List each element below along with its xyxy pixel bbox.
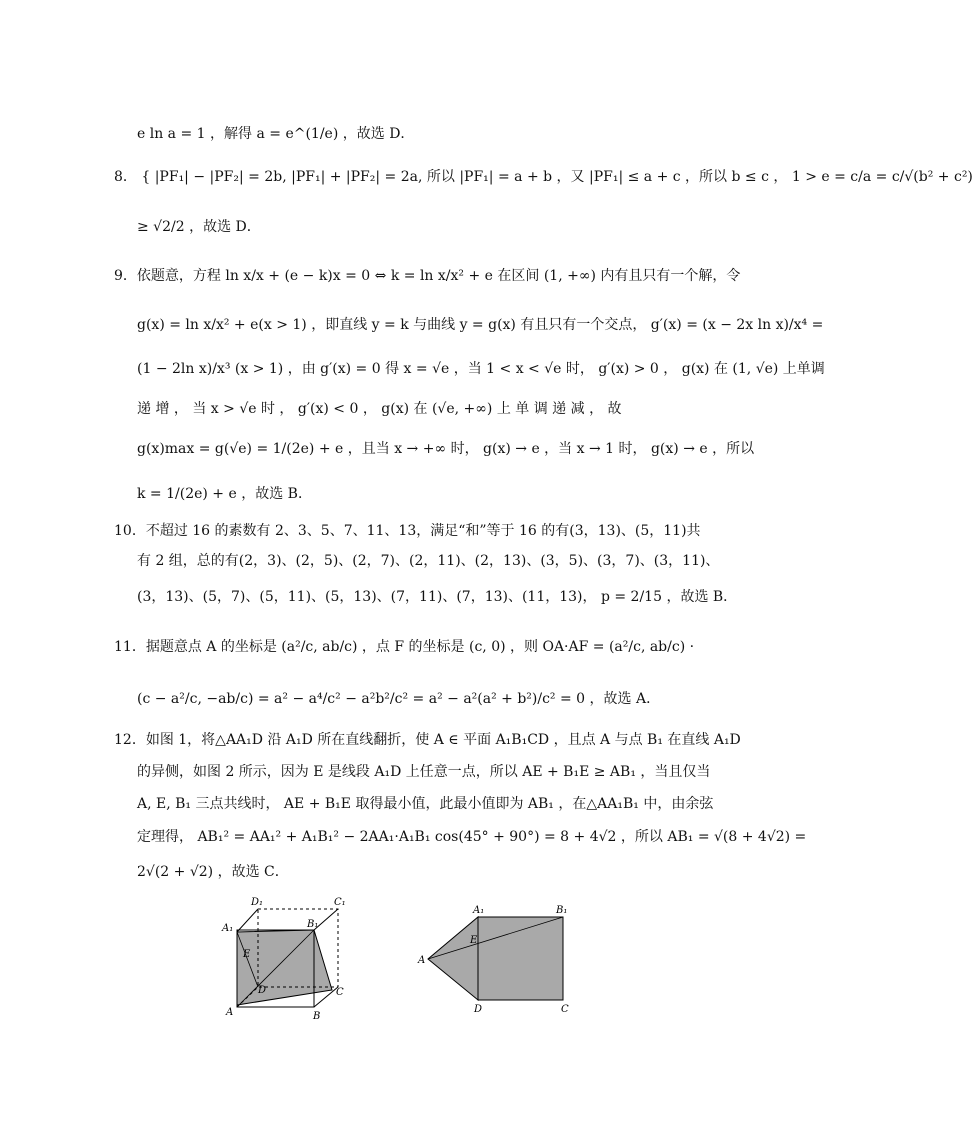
label-E: E [470,935,478,946]
label-E: E [243,949,251,960]
text-line: (1 − 2ln x)/x³ (x > 1) ，由 g′(x) = 0 得 x = √e ，当 1 < x < √e 时， g′(x) > 0 ， g(x) 在 (1, √e) 上单调 [137,361,825,377]
cube-edge [237,909,258,932]
label-A: A [418,955,426,966]
text-line: 有 2 组，总的有(2，3)、(2，5)、(2，7)、(2，11)、(2，13)、(3，5)、(3，7)、(3，11)、 [137,553,720,569]
text-line: 9．依题意，方程 ln x/x + (e − k)x = 0 ⇔ k = ln x/x² + e 在区间 (1, +∞) 内有且只有一个解，令 [114,268,741,284]
label-B1: B₁ [556,905,568,916]
figure-2-unfolded-diagram [410,895,590,1025]
text-line: (c − a²/c, −ab/c) = a² − a⁴/c² − a²b²/c² = a² − a²(a² + b²)/c² = 0 ，故选 A． [137,691,661,707]
label-A1: A₁ [473,905,485,916]
text-line: A, E, B₁ 三点共线时， AE + B₁E 取得最小值，此最小值即为 AB₁ ，在△AA₁B₁ 中，由余弦 [137,796,714,812]
label-C: C [336,987,344,998]
text-line: 递 增 ， 当 x > √e 时 ， g′(x) < 0 ， g(x) 在 (√e, +∞) 上 单 调 递 减 ， 故 [137,401,622,417]
text-line: 定理得， AB₁² = AA₁² + A₁B₁² − 2AA₁·A₁B₁ cos(45° + 90°) = 8 + 4√2 ，所以 AB₁ = √(8 + 4√2) = [137,829,807,845]
text-line: 10．不超过 16 的素数有 2、3、5、7、11、13，满足“和”等于 16 的有(3，13)、(5，11)共 [114,523,701,539]
label-B: B [313,1011,321,1022]
text-line: g(x)max = g(√e) = 1/(2e) + e ，且当 x → +∞ 时， g(x) → e ，当 x → 1 时， g(x) → e ，所以 [137,441,755,457]
text-line: g(x) = ln x/x² + e(x > 1) ，即直线 y = k 与曲线 y = g(x) 有且只有一个交点， g′(x) = (x − 2x ln x)/x⁴ = [137,317,824,333]
triangle-a-a1-d [428,917,478,1000]
label-A: A [226,1007,234,1018]
label-C: C [561,1004,569,1015]
square-a1-b1-c-d [478,917,563,1000]
label-D: D [474,1004,483,1015]
label-C1: C₁ [334,897,346,908]
label-D1: D₁ [251,897,264,908]
label-B1: B₁ [307,919,319,930]
text-line: 11．据题意点 A 的坐标是 (a²/c, ab/c) ，点 F 的坐标是 (c, 0) ，则 OA·AF = (a²/c, ab/c) · [114,639,695,655]
text-line: 12．如图 1，将△AA₁D 沿 A₁D 所在直线翻折，使 A ∈ 平面 A₁B₁CD ，且点 A 与点 B₁ 在直线 A₁D [114,732,741,748]
text-line: 2√(2 + √2) ，故选 C． [137,864,289,880]
text-line: 8． { |PF₁| − |PF₂| = 2b, |PF₁| + |PF₂| = 2a, 所以 |PF₁| = a + b ，又 |PF₁| ≤ a + c ，所以 b ≤ c ， 1 > e = c/a = c/√(b² + c²) [114,169,973,185]
text-line: (3，13)、(5，7)、(5，11)、(5，13)、(7，11)、(7，13)、(11，13)， p = 2/15 ，故选 B． [137,589,738,605]
text-line: ≥ √2/2 ，故选 D． [137,219,261,235]
text-line: e ln a = 1 ，解得 a = e^(1/e) ，故选 D． [137,126,415,142]
text-line: 的异侧，如图 2 所示，因为 E 是线段 A₁D 上任意一点，所以 AE + B₁E ≥ AB₁ ，当且仅当 [137,764,711,780]
label-A1: A₁ [222,923,234,934]
text-line: k = 1/(2e) + e ，故选 B． [137,486,312,502]
figure-1-cube-diagram [210,895,360,1025]
label-D: D [258,985,267,996]
